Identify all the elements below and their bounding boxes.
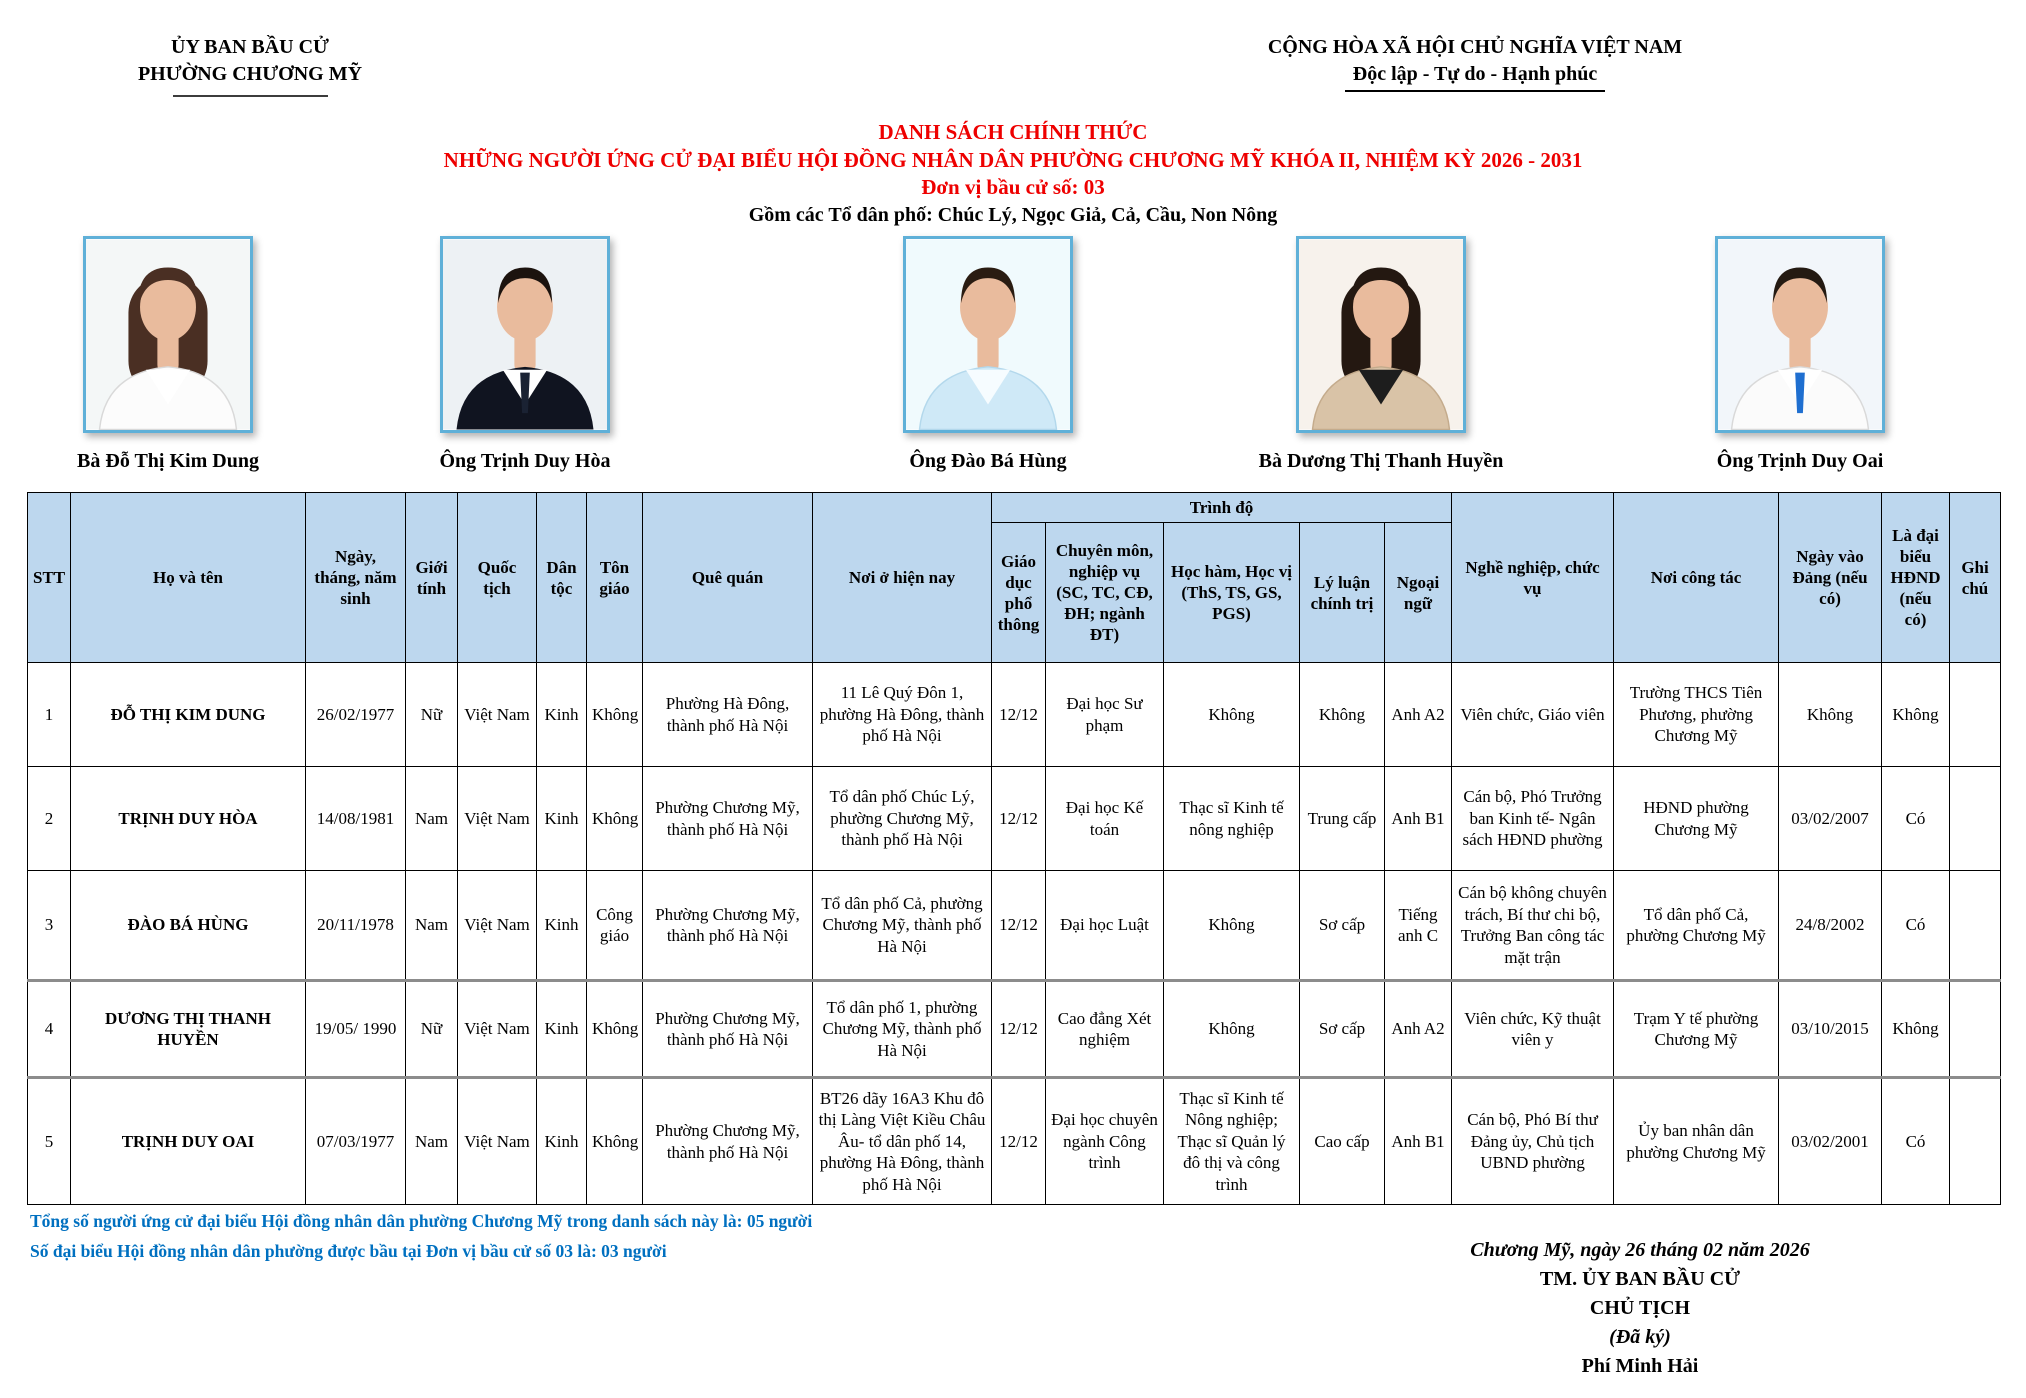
candidate-caption: Ông Trịnh Duy Hòa [439, 450, 611, 472]
table-cell: 26/02/1977 [306, 663, 406, 767]
portrait-photo [443, 239, 607, 430]
table-cell: Nam [406, 871, 458, 981]
table-cell: 12/12 [992, 981, 1046, 1078]
portrait-photo [1299, 239, 1463, 430]
candidate-photo-card [18, 236, 318, 473]
table-cell: Đại học chuyên ngành Công trình [1046, 1078, 1164, 1205]
title-line3: Đơn vị bầu cử số: 03 [921, 175, 1105, 199]
table-cell: Có [1882, 871, 1950, 981]
table-cell: 19/05/ 1990 [306, 981, 406, 1078]
candidate-photo [1715, 236, 1885, 433]
table-cell: 03/02/2007 [1779, 767, 1882, 871]
candidate-caption: Ông Trịnh Duy Oai [1716, 450, 1884, 472]
signature-org: TM. ỦY BAN BẦU CỬ [1539, 1268, 1741, 1290]
cell-candidate-name: TRỊNH DUY OAI [71, 1078, 306, 1205]
col-notes: Ghi chú [1950, 493, 2001, 663]
signature-signed: (Đã ký) [1609, 1326, 1671, 1348]
table-cell: Tổ dân phố Cả, phường Chương Mỹ, thành phố Hà Nội [813, 871, 992, 981]
table-cell: Kinh [537, 767, 587, 871]
table-cell: 03/02/2001 [1779, 1078, 1882, 1205]
cell-candidate-name: ĐỖ THỊ KIM DUNG [71, 663, 306, 767]
table-cell: Có [1882, 767, 1950, 871]
table-cell: 5 [28, 1078, 71, 1205]
table-cell: Không [1882, 981, 1950, 1078]
table-cell: Viên chức, Kỹ thuật viên y [1452, 981, 1614, 1078]
table-cell: Phường Chương Mỹ, thành phố Hà Nội [643, 981, 813, 1078]
table-cell: 03/10/2015 [1779, 981, 1882, 1078]
table-cell: Không [1164, 871, 1300, 981]
table-cell: Nam [406, 767, 458, 871]
candidate-caption: Ông Đào Bá Hùng [909, 450, 1067, 472]
table-cell: Có [1882, 1078, 1950, 1205]
col-politics: Lý luận chính trị [1300, 523, 1385, 663]
table-cell: Cao đẳng Xét nghiệm [1046, 981, 1164, 1078]
col-hometown: Quê quán [643, 493, 813, 663]
table-cell: Tổ dân phố 1, phường Chương Mỹ, thành phố Hà Nội [813, 981, 992, 1078]
candidate-caption: Bà Dương Thị Thanh Huyền [1258, 450, 1504, 472]
table-cell: Cao cấp [1300, 1078, 1385, 1205]
summary-line2: Số đại biểu Hội đồng nhân dân phường được bầu tại Đơn vị bầu cử số 03 là: 03 người [30, 1241, 667, 1261]
table-cell: Ủy ban nhân dân phường Chương Mỹ [1614, 1078, 1779, 1205]
table-cell: Sơ cấp [1300, 871, 1385, 981]
table-cell: Đại học Luật [1046, 871, 1164, 981]
table-cell: 3 [28, 871, 71, 981]
table-cell: Không [1164, 981, 1300, 1078]
col-dob: Ngày, tháng, năm sinh [306, 493, 406, 663]
table-group-header-row [28, 493, 2001, 523]
table-cell: Sơ cấp [1300, 981, 1385, 1078]
table-cell: Cán bộ, Phó Bí thư Đảng ủy, Chủ tịch UBND phường [1452, 1078, 1614, 1205]
table-cell: 12/12 [992, 871, 1046, 981]
table-cell: Phường Chương Mỹ, thành phố Hà Nội [643, 1078, 813, 1205]
table-cell: 24/8/2002 [1779, 871, 1882, 981]
table-cell: Cán bộ, Phó Trưởng ban Kinh tế- Ngân sách HĐND phường [1452, 767, 1614, 871]
table-cell: 1 [28, 663, 71, 767]
table-cell: Việt Nam [458, 981, 537, 1078]
table-cell: Kinh [537, 1078, 587, 1205]
table-cell [1950, 767, 2001, 871]
table-cell: Không [587, 981, 643, 1078]
table-cell: Đại học Sư phạm [1046, 663, 1164, 767]
table-cell: Không [1882, 663, 1950, 767]
portrait-photo [906, 239, 1070, 430]
cell-candidate-name: ĐÀO BÁ HÙNG [71, 871, 306, 981]
summary-line1: Tổng số người ứng cử đại biểu Hội đồng nhân dân phường Chương Mỹ trong danh sách này là: 05 người [30, 1211, 813, 1231]
signature-place-date: Chương Mỹ, ngày 26 tháng 02 năm 2026 [1470, 1239, 1810, 1261]
title-line1: DANH SÁCH CHÍNH THỨC [878, 120, 1148, 144]
committee-header [90, 34, 410, 97]
candidate-photo-card [375, 236, 675, 473]
col-stt: STT [28, 493, 71, 663]
col-group-qualification: Trình độ [992, 493, 1452, 523]
candidate-photo [903, 236, 1073, 433]
table-cell: Không [1164, 663, 1300, 767]
table-cell: BT26 dãy 16A3 Khu đô thị Làng Việt Kiều Châu Âu- tổ dân phố 14, phường Hà Đông, thành phố Hà Nội [813, 1078, 992, 1205]
table-cell: Phường Hà Đông, thành phố Hà Nội [643, 663, 813, 767]
table-cell: 12/12 [992, 1078, 1046, 1205]
table-cell: Việt Nam [458, 871, 537, 981]
col-gender: Giới tính [406, 493, 458, 663]
portrait-photo [86, 239, 250, 430]
table-cell: Không [1300, 663, 1385, 767]
table-cell: 20/11/1978 [306, 871, 406, 981]
col-degree: Học hàm, Học vị (ThS, TS, GS, PGS) [1164, 523, 1300, 663]
table-cell: Tổ dân phố Cả, phường Chương Mỹ [1614, 871, 1779, 981]
table-row [28, 981, 2001, 1078]
table-cell: Anh A2 [1385, 981, 1452, 1078]
candidate-caption: Bà Đỗ Thị Kim Dung [77, 450, 259, 472]
cell-candidate-name: DƯƠNG THỊ THANH HUYỀN [71, 981, 306, 1078]
table-cell: 4 [28, 981, 71, 1078]
table-cell: Nữ [406, 981, 458, 1078]
table-cell: Phường Chương Mỹ, thành phố Hà Nội [643, 767, 813, 871]
table-cell: Tổ dân phố Chúc Lý, phường Chương Mỹ, thành phố Hà Nội [813, 767, 992, 871]
table-row [28, 663, 2001, 767]
national-motto: Độc lập - Tự do - Hạnh phúc [1345, 61, 1605, 92]
table-cell: Việt Nam [458, 663, 537, 767]
title-line4: Gồm các Tổ dân phố: Chúc Lý, Ngọc Giả, Cả, Cầu, Non Nông [748, 203, 1278, 226]
table-cell: Thạc sĩ Kinh tế Nông nghiệp; Thạc sĩ Quản lý đô thị và công trình [1164, 1078, 1300, 1205]
col-residence: Nơi ở hiện nay [813, 493, 992, 663]
table-cell: HĐND phường Chương Mỹ [1614, 767, 1779, 871]
signature-name: Phí Minh Hải [1581, 1355, 1699, 1377]
candidate-photo [1296, 236, 1466, 433]
national-header [1155, 34, 1795, 92]
table-cell: Trung cấp [1300, 767, 1385, 871]
cell-candidate-name: TRỊNH DUY HÒA [71, 767, 306, 871]
table-cell [1950, 981, 2001, 1078]
committee-name-line1: ỦY BAN BẦU CỬ [171, 36, 329, 58]
candidate-photo [440, 236, 610, 433]
col-council-member: Là đại biểu HĐND (nếu có) [1882, 493, 1950, 663]
portrait-photo [1718, 239, 1882, 430]
col-workplace: Nơi công tác [1614, 493, 1779, 663]
table-cell: Việt Nam [458, 1078, 537, 1205]
table-row [28, 871, 2001, 981]
col-education: Giáo dục phổ thông [992, 523, 1046, 663]
candidates-table [27, 492, 2001, 1205]
table-cell: 2 [28, 767, 71, 871]
candidate-photo [83, 236, 253, 433]
table-cell: 12/12 [992, 767, 1046, 871]
table-cell: Thạc sĩ Kinh tế nông nghiệp [1164, 767, 1300, 871]
table-cell: Kinh [537, 871, 587, 981]
committee-underline [173, 95, 328, 97]
col-religion: Tôn giáo [587, 493, 643, 663]
table-cell: Kinh [537, 981, 587, 1078]
table-cell: Việt Nam [458, 767, 537, 871]
table-cell: Cán bộ không chuyên trách, Bí thư chi bộ, Trưởng Ban công tác mặt trận [1452, 871, 1614, 981]
table-cell: Trường THCS Tiên Phương, phường Chương Mỹ [1614, 663, 1779, 767]
col-occupation: Nghề nghiệp, chức vụ [1452, 493, 1614, 663]
table-cell: Không [587, 663, 643, 767]
table-cell: Trạm Y tế phường Chương Mỹ [1614, 981, 1779, 1078]
table-cell: Không [587, 767, 643, 871]
table-cell: Anh B1 [1385, 1078, 1452, 1205]
candidate-photo-card [1231, 236, 1531, 473]
table-cell: Viên chức, Giáo viên [1452, 663, 1614, 767]
table-cell: 11 Lê Quý Đôn 1, phường Hà Đông, thành phố Hà Nội [813, 663, 992, 767]
table-cell: Nữ [406, 663, 458, 767]
table-cell: 12/12 [992, 663, 1046, 767]
table-row [28, 1078, 2001, 1205]
table-cell [1950, 663, 2001, 767]
table-cell: Không [587, 1078, 643, 1205]
table-cell: Nam [406, 1078, 458, 1205]
table-cell: 07/03/1977 [306, 1078, 406, 1205]
col-party-date: Ngày vào Đảng (nếu có) [1779, 493, 1882, 663]
candidate-photo-card [1650, 236, 1950, 473]
col-specialty: Chuyên môn, nghiệp vụ (SC, TC, CĐ, ĐH; ngành ĐT) [1046, 523, 1164, 663]
table-cell [1950, 871, 2001, 981]
table-cell: Công giáo [587, 871, 643, 981]
col-language: Ngoại ngữ [1385, 523, 1452, 663]
table-row [28, 767, 2001, 871]
signature-title: CHỦ TỊCH [1589, 1297, 1691, 1319]
table-cell: Anh B1 [1385, 767, 1452, 871]
national-title: CỘNG HÒA XÃ HỘI CHỦ NGHĨA VIỆT NAM [1267, 36, 1683, 58]
table-cell: 14/08/1981 [306, 767, 406, 871]
document-title-block [0, 119, 2026, 229]
signature-block [1380, 1236, 1900, 1381]
table-cell: Tiếng anh C [1385, 871, 1452, 981]
table-cell: Phường Chương Mỹ, thành phố Hà Nội [643, 871, 813, 981]
table-cell: Kinh [537, 663, 587, 767]
candidate-photo-card [838, 236, 1138, 473]
col-name: Họ và tên [71, 493, 306, 663]
table-cell: Anh A2 [1385, 663, 1452, 767]
table-cell: Không [1779, 663, 1882, 767]
table-cell: Đại học Kế toán [1046, 767, 1164, 871]
summary-block [30, 1206, 812, 1266]
col-ethnicity: Dân tộc [537, 493, 587, 663]
title-line2: NHỮNG NGƯỜI ỨNG CỬ ĐẠI BIỂU HỘI ĐỒNG NHÂN DÂN PHƯỜNG CHƯƠNG MỸ KHÓA II, NHIỆM KỲ 2026 - 2031 [443, 147, 1583, 172]
col-nationality: Quốc tịch [458, 493, 537, 663]
table-cell [1950, 1078, 2001, 1205]
committee-name-line2: PHƯỜNG CHƯƠNG MỸ [137, 63, 363, 85]
